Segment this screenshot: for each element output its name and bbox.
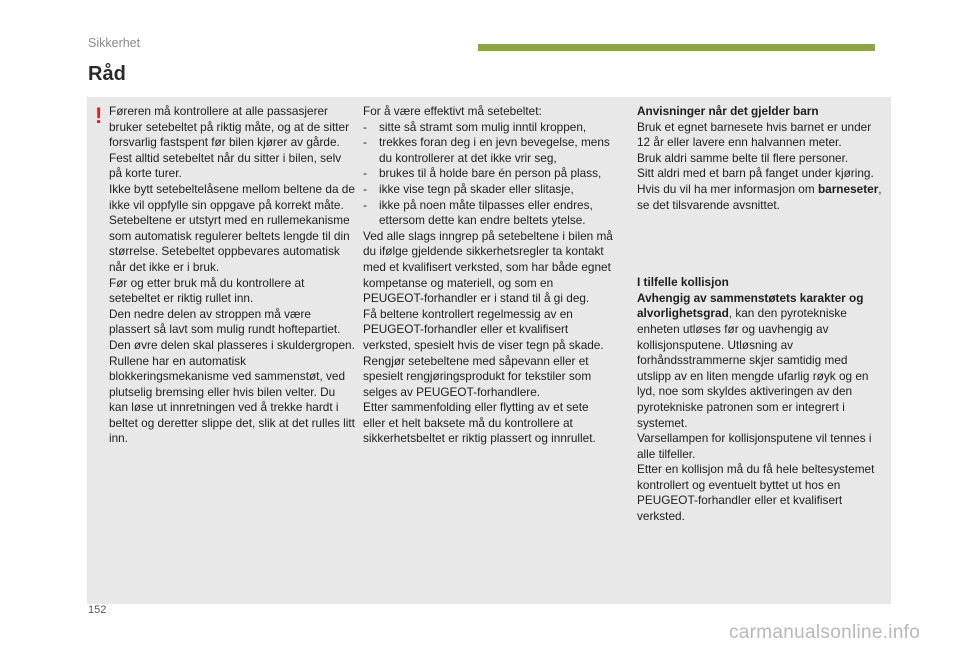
paragraph: Den øvre delen skal plasseres i skuldergropen. <box>109 337 355 352</box>
column-driver-advice <box>109 104 355 447</box>
list-item <box>363 166 613 182</box>
list-item <box>363 198 613 229</box>
watermark: carmanualsonline.info <box>729 622 921 643</box>
paragraph: Ikke bytt setebeltelåsene mellom beltene da de ikke vil oppfylle sin oppgave på korrekt måte. <box>109 181 355 212</box>
list-item-text: sitte så stramt som mulig inntil kroppen, <box>379 119 587 134</box>
paragraph: Få beltene kontrollert regelmessig av en PEUGEOT-forhandler eller et kvalifisert verksted, spesielt hvis de viser tegn på skade. <box>363 306 604 352</box>
list-item-text: trekkes foran deg i en jevn bevegelse, mens du kontrollerer at det ikke vrir seg, <box>379 135 610 165</box>
list-item <box>363 135 613 166</box>
dash-marker: - <box>363 166 367 181</box>
dash-marker: - <box>363 181 367 196</box>
collision-body-text: , kan den pyrotekniske enheten utløses før og uavhengig av kollisjonsputene. Utløsning av forhåndsstrammerne skjer samtidig med utslipp av en liten mengde ufarlig røyk og en lyd, noe som skyldes aktiveringen av den pyrotekniske patronen som er integrert i systemet. <box>637 306 869 430</box>
collision-heading: I tilfelle kollisjon <box>637 275 729 290</box>
paragraph: Fest alltid setebeltet når du sitter i bilen, selv på korte turer. <box>109 150 342 181</box>
paragraph: Varsellampen for kollisjonsputene vil tennes i alle tilfeller. <box>637 431 872 461</box>
list-item <box>363 182 613 198</box>
list-item <box>363 120 613 136</box>
collision-bold-text: Avhengig av sammenstøtets karakter og alvorlighetsgrad <box>637 290 864 321</box>
more-info-prefix: Hvis du vil ha mer informasjon om <box>637 181 818 196</box>
more-info-text <box>637 182 883 213</box>
intro-text: For å være effektivt må setebeltet: <box>363 104 542 118</box>
list-item-text: ikke på noen måte tilpasses eller endres, ettersom dette kan endre beltets ytelse. <box>379 197 593 228</box>
more-info-suffix: , se det tilsvarende avsnittet. <box>637 181 882 212</box>
paragraph: Sitt aldri med et barn på fanget under kjøring. <box>637 166 874 181</box>
section-accent-bar <box>478 44 875 51</box>
list-item-text: brukes til å holde bare én person på plass, <box>379 166 602 181</box>
dash-marker: - <box>363 135 367 150</box>
paragraph: Bruk aldri samme belte til flere personer. <box>637 150 849 165</box>
dash-marker: - <box>363 197 367 212</box>
paragraph: Ved alle slags inngrep på setebeltene i bilen må du ifølge gjeldende sikkerhetsregler ta kontakt med et kvalifisert verksted, som har både egnet kompetanse og materiell, og som en PEUGEOT-forhandler er i stand til å gi deg. <box>363 228 613 306</box>
paragraph: Setebeltene er utstyrt med en rullemekanisme som automatisk regulerer beltets lengde til din størrelse. Setebeltet oppbevares automatisk når det ikke er i bruk. <box>109 213 350 274</box>
dash-marker: - <box>363 119 367 134</box>
collision-text <box>637 291 883 431</box>
column-belt-effectiveness <box>363 104 613 447</box>
paragraph: Føreren må kontrollere at alle passasjerer bruker setebeltet på riktig måte, og at de sitter forsvarlig fastspent før bilen kjører av gårde. <box>109 104 349 150</box>
page-title: Råd <box>88 63 126 85</box>
list-item-text: ikke vise tegn på skader eller slitasje, <box>379 181 574 196</box>
column-children-collision <box>637 104 883 525</box>
page-number: 152 <box>88 604 107 616</box>
paragraph: Etter en kollisjon må du få hele beltesystemet kontrollert og eventuelt byttet ut hos en PEUGEOT-forhandler eller et kvalifisert verksted. <box>637 462 875 524</box>
exclamation-icon: ! <box>95 103 103 128</box>
paragraph: Bruk et egnet barnesete hvis barnet er under 12 år eller lavere enn halvannen meter. <box>637 119 872 150</box>
spacer <box>637 213 883 275</box>
paragraph: Den nedre delen av stroppen må være plassert så lavt som mulig rundt hoftepartiet. <box>109 306 341 337</box>
paragraph: Før og etter bruk må du kontrollere at setebeltet er riktig rullet inn. <box>109 275 305 306</box>
section-label: Sikkerhet <box>88 36 141 50</box>
paragraph: Rengjør setebeltene med såpevann eller et spesielt rengjøringsprodukt for tekstiler som selges av PEUGEOT-forhandlere. <box>363 353 592 399</box>
paragraph: Etter sammenfolding eller flytting av et sete eller et helt baksete må du kontrollere at sikkerhetsbeltet er riktig plassert og innrullet. <box>363 400 596 446</box>
children-heading: Anvisninger når det gjelder barn <box>637 104 819 118</box>
paragraph: Rullene har en automatisk blokkeringsmekanisme ved sammenstøt, ved plutselig bremsing eller hvis bilen velter. Du kan løse ut innretningen ved å trekke hardt i beltet og deretter slippe det, slik at det rulles litt inn. <box>109 353 355 446</box>
more-info-link-text: barneseter <box>817 181 879 196</box>
